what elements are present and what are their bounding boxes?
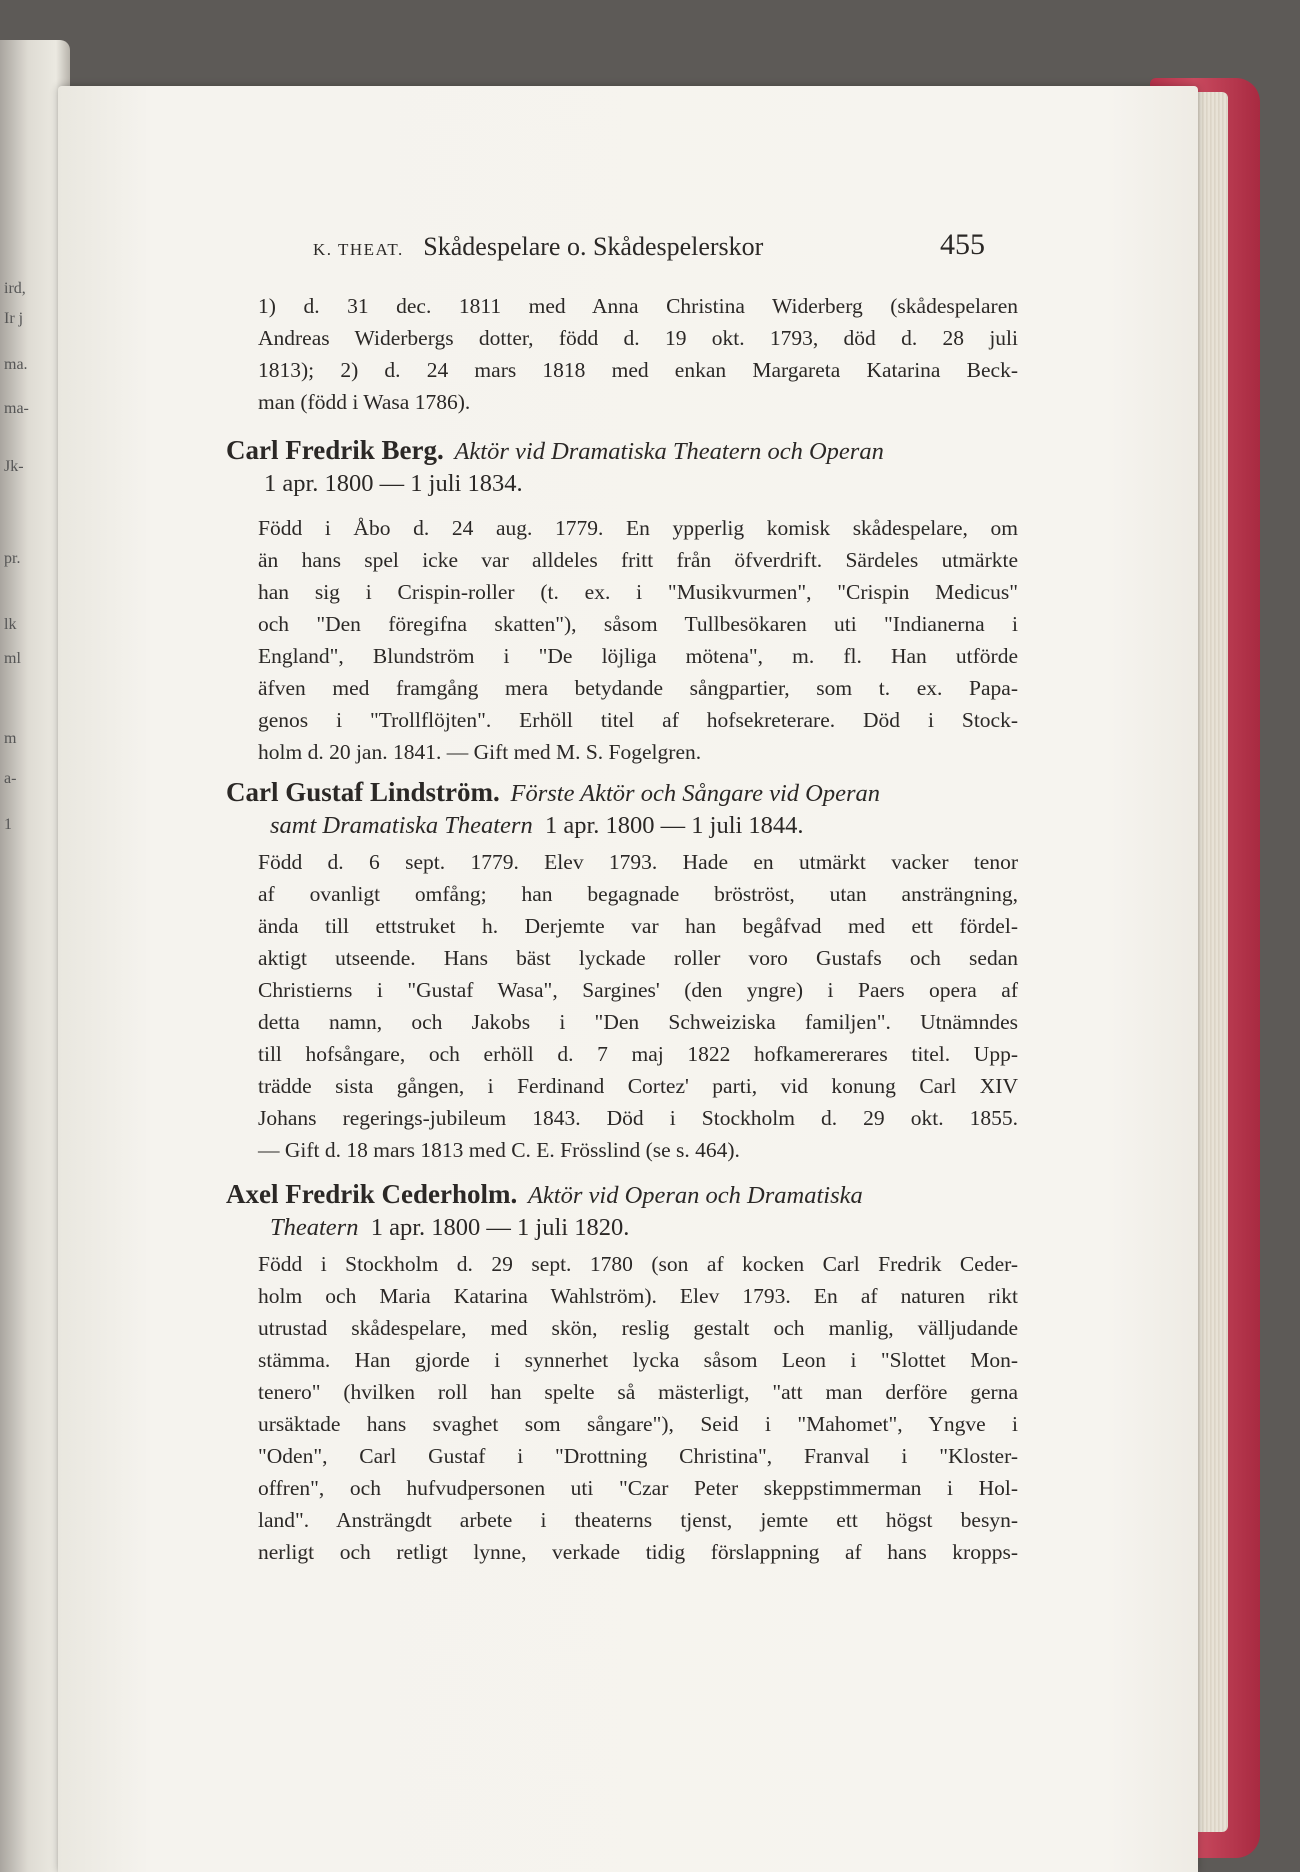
header-abbrev: K. THEAT. bbox=[313, 240, 404, 259]
text-line: aktigt utseende. Hans bäst lyckade roller voro Gustafs och sedan bbox=[258, 946, 1018, 970]
text-line: detta namn, och Jakobs i "Den Schweiziska familjen". Utnämndes bbox=[258, 1010, 1018, 1034]
text-line: 1) d. 31 dec. 1811 med Anna Christina Widerberg (skådespelaren bbox=[258, 294, 1018, 318]
text-line: än hans spel icke var alldeles fritt från öfverdrift. Särdeles utmärkte bbox=[258, 548, 1018, 572]
text-line: äfven med framgång mera betydande sångpartier, som t. ex. Papa- bbox=[258, 676, 1018, 700]
running-header bbox=[313, 228, 985, 272]
text-line: Christierns i "Gustaf Wasa", Sargines' (den yngre) i Paers opera af bbox=[258, 978, 1018, 1002]
left-page-fragment: a- bbox=[4, 770, 17, 787]
text-line: Johans regerings-jubileum 1843. Död i Stockholm d. 29 okt. 1855. bbox=[258, 1106, 1018, 1130]
text-line: 1813); 2) d. 24 mars 1818 med enkan Margareta Katarina Beck- bbox=[258, 358, 1018, 382]
entry-heading bbox=[226, 1178, 863, 1212]
left-page-fragment: pr. bbox=[4, 550, 21, 567]
person-role: Aktör vid Operan och Dramatiska bbox=[527, 1182, 863, 1209]
person-dates: 1 apr. 1800 — 1 juli 1844. bbox=[544, 812, 804, 839]
text-line: han sig i Crispin-roller (t. ex. i "Musikvurmen", "Crispin Medicus" bbox=[258, 580, 1018, 604]
person-role-cont: samt Dramatiska Theatern bbox=[270, 812, 533, 839]
entry-heading-cont bbox=[270, 1212, 629, 1244]
text-line: "Oden", Carl Gustaf i "Drottning Christina", Franval i "Kloster- bbox=[258, 1444, 1018, 1468]
text-line: genos i "Trollflöjten". Erhöll titel af hofsekreterare. Död i Stock- bbox=[258, 708, 1018, 732]
text-line: trädde sista gången, i Ferdinand Cortez' parti, vid konung Carl XIV bbox=[258, 1074, 1018, 1098]
entry-heading bbox=[226, 434, 884, 468]
page-number: 455 bbox=[940, 228, 985, 261]
text-line: ursäktade hans svaghet som sångare"), Seid i "Mahomet", Yngve i bbox=[258, 1412, 1018, 1436]
person-role: Aktör vid Dramatiska Theatern och Operan bbox=[454, 438, 884, 465]
left-page-fragment: Ir j bbox=[4, 310, 24, 327]
person-dates: 1 apr. 1800 — 1 juli 1834. bbox=[264, 470, 523, 497]
text-line: holm d. 20 jan. 1841. — Gift med M. S. Fogelgren. bbox=[258, 740, 702, 764]
person-name: Carl Fredrik Berg. bbox=[226, 435, 444, 465]
person-role: Förste Aktör och Sångare vid Operan bbox=[510, 780, 881, 807]
text-line: och "Den föregifna skatten"), såsom Tullbesökaren uti "Indianerna i bbox=[258, 612, 1018, 636]
text-line: England", Blundström i "De löjliga mötena", m. fl. Han utförde bbox=[258, 644, 1018, 668]
left-page-fragment: ma. bbox=[4, 356, 28, 373]
left-page-fragment: ird, bbox=[4, 280, 26, 297]
left-page-fragment: lk bbox=[4, 616, 17, 633]
left-page-fragment: Jk- bbox=[4, 458, 24, 475]
text-line: Född d. 6 sept. 1779. Elev 1793. Hade en utmärkt vacker tenor bbox=[258, 850, 1018, 874]
text-line: nerligt och retligt lynne, verkade tidig förslappning af hans kropps- bbox=[258, 1540, 1018, 1564]
text-line: land". Ansträngdt arbete i theaterns tjenst, jemte ett högst besyn- bbox=[258, 1508, 1018, 1532]
person-name: Carl Gustaf Lindström. bbox=[226, 777, 500, 807]
text-line: Född i Stockholm d. 29 sept. 1780 (son af kocken Carl Fredrik Ceder- bbox=[258, 1252, 1018, 1276]
text-line: holm och Maria Katarina Wahlström). Elev 1793. En af naturen rikt bbox=[258, 1284, 1018, 1308]
entry-heading bbox=[226, 776, 880, 810]
person-name: Axel Fredrik Cederholm. bbox=[226, 1179, 518, 1209]
entry-heading-cont bbox=[270, 810, 804, 842]
person-dates: 1 apr. 1800 — 1 juli 1820. bbox=[370, 1214, 630, 1241]
text-line: stämma. Han gjorde i synnerhet lycka såsom Leon i "Slottet Mon- bbox=[258, 1348, 1018, 1372]
text-line: Andreas Widerbergs dotter, född d. 19 okt. 1793, död d. 28 juli bbox=[258, 326, 1018, 350]
left-page-fragment: ml bbox=[4, 650, 21, 667]
text-line: offren", och hufvudpersonen uti "Czar Peter skeppstimmerman i Hol- bbox=[258, 1476, 1018, 1500]
person-role-cont: Theatern bbox=[270, 1214, 359, 1241]
header-title: Skådespelare o. Skådespelerskor bbox=[423, 232, 764, 261]
left-page-fragment: 1 bbox=[4, 816, 12, 833]
text-line: — Gift d. 18 mars 1813 med C. E. Frösslind (se s. 464). bbox=[258, 1138, 740, 1162]
text-line: till hofsångare, och erhöll d. 7 maj 1822 hofkamererares titel. Upp- bbox=[258, 1042, 1018, 1066]
left-page-fragment: ma- bbox=[4, 400, 29, 417]
text-line: man (född i Wasa 1786). bbox=[258, 390, 471, 414]
text-line: ända till ettstruket h. Derjemte var han begåfvad med ett fördel- bbox=[258, 914, 1018, 938]
text-line: tenero" (hvilken roll han spelte så mästerligt, "att man derföre gerna bbox=[258, 1380, 1018, 1404]
text-line: utrustad skådespelare, med skön, reslig gestalt och manlig, välljudande bbox=[258, 1316, 1018, 1340]
text-line: Född i Åbo d. 24 aug. 1779. En ypperlig komisk skådespelare, om bbox=[258, 516, 1018, 540]
left-page-fragment: m bbox=[4, 730, 17, 747]
text-line: af ovanligt omfång; han begagnade bröströst, utan ansträngning, bbox=[258, 882, 1018, 906]
